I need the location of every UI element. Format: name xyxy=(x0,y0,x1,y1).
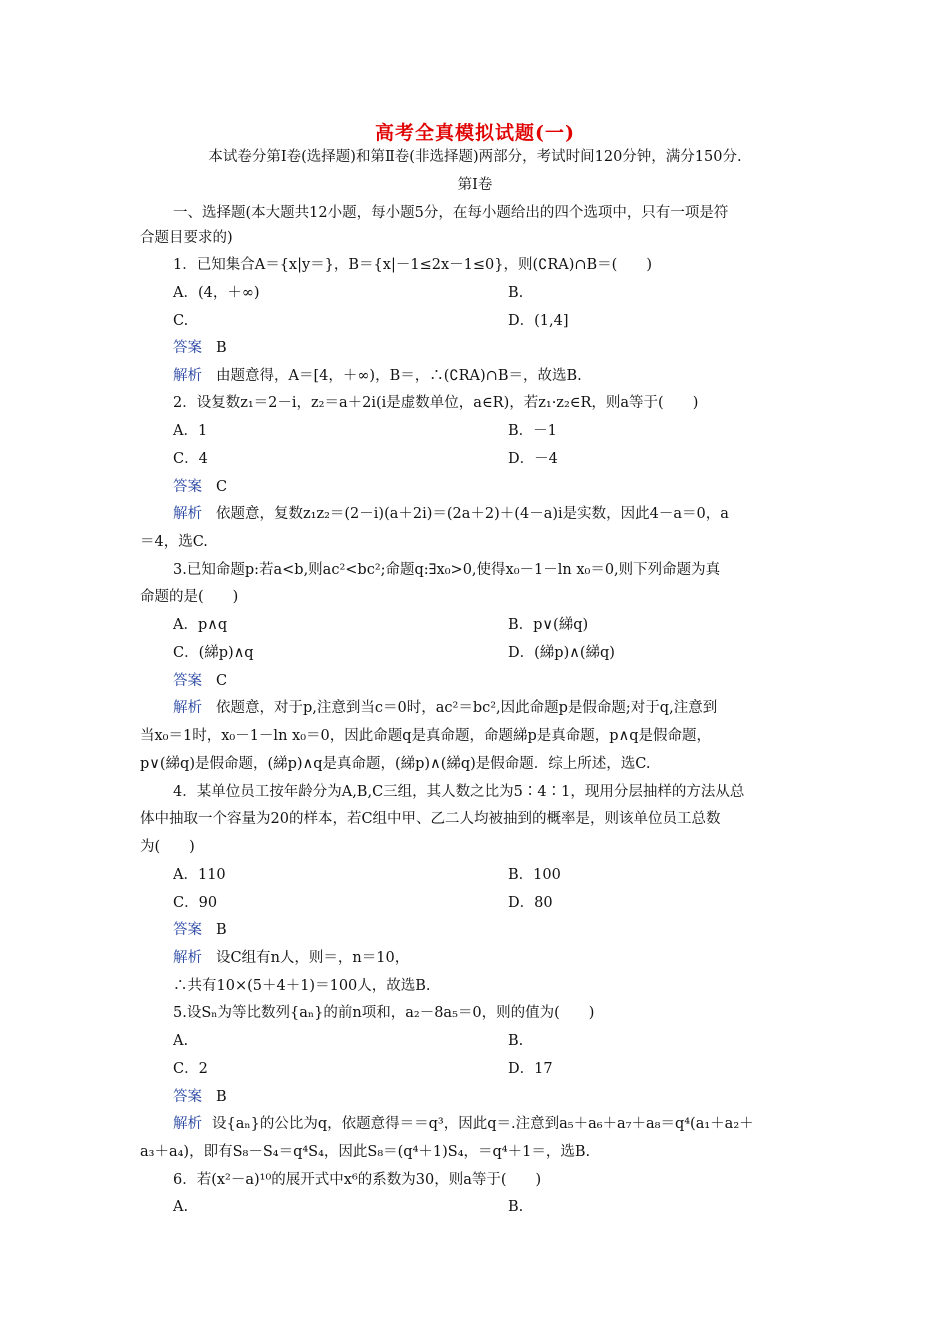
q2-answer-value: C xyxy=(216,479,228,495)
q4-option-d: D．80 xyxy=(508,895,553,911)
q2-stem: 2．设复数z₁＝2－i，z₂＝a＋2i(i是虚数单位，a∈R)，若z₁·z₂∈R，则a等于( ) xyxy=(173,395,699,411)
q3-analysis-cont-2: p∨(綈q)是假命题，(綈p)∧q是真命题，(綈p)∧(綈q)是假命题．综上所述，选C. xyxy=(140,756,651,772)
q5-analysis-cont: a₃＋a₄)，即有S₈－S₄＝q⁴S₄，因此S₈＝(q⁴＋1)S₄，＝q⁴＋1＝，选B. xyxy=(140,1144,591,1160)
section-heading: 一、选择题(本大题共12小题，每小题5分，在每小题给出的四个选项中，只有一项是符 xyxy=(173,205,729,221)
q1-analysis-text: 由题意得，A＝[4，＋∞)，B＝，∴(∁RA)∩B＝，故选B. xyxy=(216,368,582,384)
q2-analysis-cont: ＝4，选C. xyxy=(140,534,208,550)
q3-option-c: C．(綈p)∧q xyxy=(173,645,254,661)
q4-stem-cont-1: 体中抽取一个容量为20的样本，若C组中甲、乙二人均被抽到的概率是，则该单位员工总数 xyxy=(140,811,721,827)
q3-stem: 3.已知命题p:若a<b,则ac²<bc²;命题q:∃x₀>0,使得x₀－1－ln x₀＝0,则下列命题为真 xyxy=(173,562,721,578)
q5-option-c: C．2 xyxy=(173,1061,208,1077)
q1-option-b: B. xyxy=(508,285,524,301)
q5-option-a: A. xyxy=(173,1033,189,1049)
q6-option-a: A. xyxy=(173,1199,189,1215)
analysis-label: 解析 xyxy=(173,506,202,522)
q3-analysis xyxy=(173,698,717,718)
q3-option-d: D．(綈p)∧(綈q) xyxy=(508,645,615,661)
part-heading: 第Ⅰ卷 xyxy=(457,177,493,193)
answer-label: 答案 xyxy=(173,479,202,495)
q1-answer xyxy=(173,338,227,358)
q4-answer xyxy=(173,920,227,940)
q5-option-d: D．17 xyxy=(508,1061,553,1077)
q2-option-a: A．1 xyxy=(173,423,208,439)
q3-option-b: B．p∨(綈q) xyxy=(508,617,589,633)
q2-option-d: D．－4 xyxy=(508,451,558,467)
q4-option-a: A．110 xyxy=(173,867,226,883)
q3-analysis-text: 依题意，对于p,注意到当c＝0时，ac²＝bc²,因此命题p是假命题;对于q,注意到 xyxy=(216,700,718,716)
q4-analysis xyxy=(173,948,409,968)
q5-stem: 5.设Sₙ为等比数列{aₙ}的前n项和，a₂－8a₅＝0，则的值为( ) xyxy=(173,1005,595,1021)
q6-option-b: B. xyxy=(508,1199,524,1215)
exam-intro: 本试卷分第Ⅰ卷(选择题)和第Ⅱ卷(非选择题)两部分，考试时间120分钟，满分150分. xyxy=(208,149,742,165)
q3-stem-cont: 命题的是( ) xyxy=(140,589,239,605)
page-title: 高考全真模拟试题(一) xyxy=(375,122,575,144)
q5-analysis xyxy=(173,1114,754,1134)
q2-answer xyxy=(173,477,227,497)
q5-answer-value: B xyxy=(216,1089,227,1105)
q4-stem: 4．某单位员工按年龄分为A,B,C三组，其人数之比为5∶4∶1，现用分层抽样的方法从总 xyxy=(173,784,745,800)
q2-option-c: C．4 xyxy=(173,451,208,467)
q1-answer-value: B xyxy=(216,340,227,356)
q4-option-c: C．90 xyxy=(173,895,218,911)
q4-answer-value: B xyxy=(216,922,227,938)
analysis-label: 解析 xyxy=(173,368,202,384)
q5-analysis-text: 设{aₙ}的公比为q，依题意得＝＝q³，因此q＝.注意到a₅＋a₆＋a₇＋a₈＝q⁴(a₁＋a₂＋ xyxy=(212,1116,754,1132)
q2-option-b: B．－1 xyxy=(508,423,557,439)
analysis-label: 解析 xyxy=(173,950,202,966)
answer-label: 答案 xyxy=(173,1089,202,1105)
q1-option-c: C. xyxy=(173,313,189,329)
answer-label: 答案 xyxy=(173,340,202,356)
q4-option-b: B．100 xyxy=(508,867,561,883)
analysis-label: 解析 xyxy=(173,700,202,716)
q1-option-d: D．(1,4] xyxy=(508,313,569,329)
q1-stem: 1．已知集合A＝{x|y＝}，B＝{x|－1≤2x－1≤0}，则(∁RA)∩B＝( ) xyxy=(173,257,652,273)
q4-analysis-cont: ∴共有10×(5＋4＋1)＝100人，故选B. xyxy=(173,978,431,994)
q1-option-a: A．(4，＋∞) xyxy=(173,285,260,301)
analysis-label: 解析 xyxy=(173,1116,202,1132)
q4-analysis-text: 设C组有n人，则＝，n＝10， xyxy=(216,950,410,966)
answer-label: 答案 xyxy=(173,922,202,938)
q4-stem-cont-2: 为( ) xyxy=(140,839,195,855)
q6-stem: 6．若(x²－a)¹⁰的展开式中x⁶的系数为30，则a等于( ) xyxy=(173,1172,542,1188)
q2-analysis xyxy=(173,504,729,524)
q2-analysis-text: 依题意，复数z₁z₂＝(2－i)(a＋2i)＝(2a＋2)＋(4－a)i是实数，因此4－a＝0，a xyxy=(216,506,729,522)
q5-answer xyxy=(173,1087,227,1107)
q3-answer-value: C xyxy=(216,673,228,689)
q3-analysis-cont-1: 当x₀＝1时，x₀－1－ln x₀＝0，因此命题q是真命题，命题綈p是真命题，p∧q是假命题， xyxy=(140,728,711,744)
q1-analysis xyxy=(173,366,582,386)
q3-answer xyxy=(173,671,227,691)
q5-option-b: B. xyxy=(508,1033,524,1049)
answer-label: 答案 xyxy=(173,673,202,689)
section-heading-cont: 合题目要求的) xyxy=(140,230,233,246)
q3-option-a: A．p∧q xyxy=(173,617,228,633)
